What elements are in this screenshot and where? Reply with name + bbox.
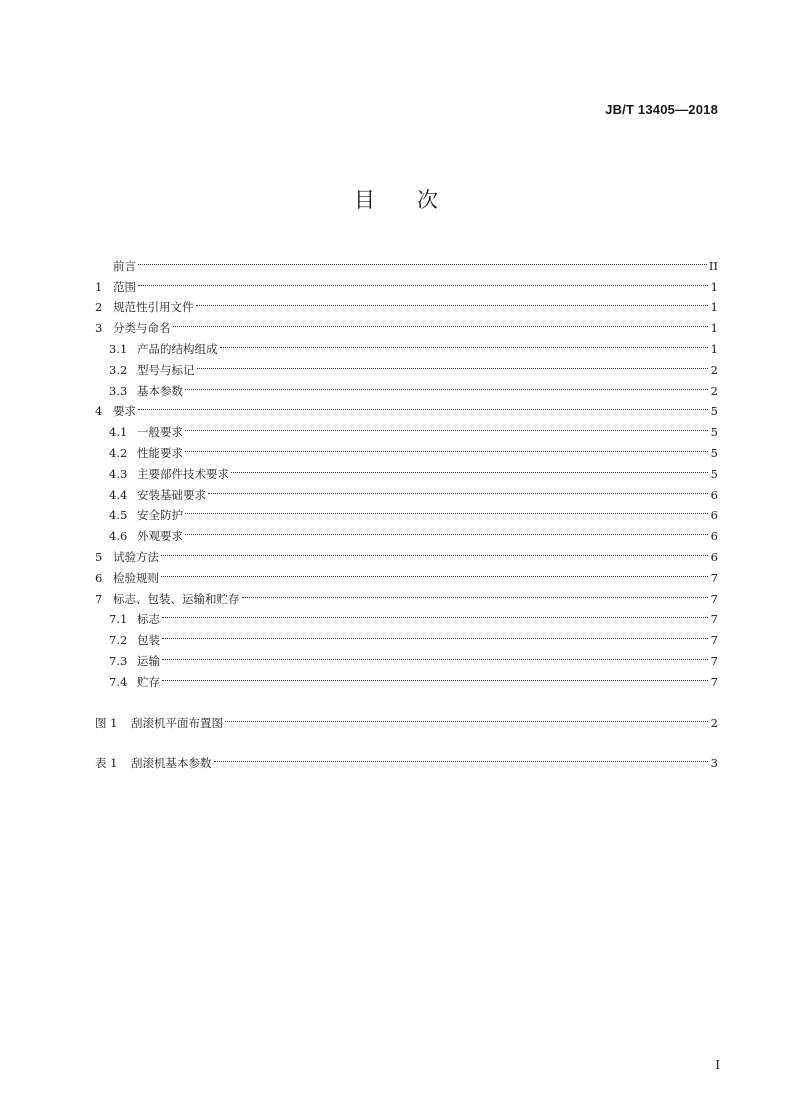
toc-entry-page: 2 bbox=[710, 362, 718, 377]
toc-entry-number: 4.4 bbox=[109, 487, 128, 502]
toc-entry-label: 分类与命名 bbox=[113, 321, 171, 336]
toc-entry-page: 7 bbox=[710, 633, 718, 648]
toc-entry[interactable] bbox=[95, 603, 718, 627]
toc-entry-label: 主要部件技术要求 bbox=[137, 466, 229, 481]
toc-entry[interactable] bbox=[95, 415, 718, 440]
toc-dot-leader bbox=[196, 291, 709, 312]
toc-entry[interactable] bbox=[95, 311, 718, 336]
page-title: 目次 bbox=[354, 188, 480, 212]
toc-entry-number: 3.3 bbox=[109, 383, 128, 398]
toc-entry-label: 试验方法 bbox=[113, 549, 159, 564]
toc-entry[interactable] bbox=[95, 270, 718, 294]
toc-dot-leader bbox=[161, 561, 708, 582]
toc-entry-label: 性能要求 bbox=[137, 445, 183, 460]
toc-entry-number: 6 bbox=[95, 570, 103, 585]
toc-entry-page: 1 bbox=[710, 300, 718, 315]
toc-entry-page: 1 bbox=[710, 321, 718, 336]
toc-dot-leader bbox=[225, 706, 708, 727]
toc-entry-page: 7 bbox=[710, 570, 718, 585]
toc-dot-leader bbox=[185, 374, 708, 395]
toc-entry[interactable] bbox=[95, 582, 718, 606]
toc-entry-label: 标志、包装、运输和贮存 bbox=[113, 591, 240, 606]
toc-dot-leader bbox=[185, 499, 708, 520]
toc-entry-label: 要求 bbox=[113, 404, 136, 419]
toc-entry-number: 4.3 bbox=[109, 466, 128, 481]
toc-entry-label: 安全防护 bbox=[137, 508, 183, 523]
toc-dot-leader bbox=[162, 644, 708, 665]
toc-dot-leader bbox=[220, 332, 709, 353]
toc-dot-leader bbox=[185, 415, 708, 436]
toc-entry[interactable] bbox=[95, 747, 718, 771]
toc-entry-label: 外观要求 bbox=[137, 529, 183, 544]
toc-dot-leader bbox=[161, 540, 708, 561]
toc-dot-leader bbox=[162, 623, 708, 644]
toc-entry-page: 5 bbox=[710, 425, 718, 440]
toc-entry-number: 1 bbox=[95, 279, 103, 294]
toc-dot-leader bbox=[138, 395, 708, 416]
toc-entry-page: 7 bbox=[710, 674, 718, 689]
toc-dot-leader bbox=[138, 270, 708, 291]
toc-dot-leader bbox=[162, 665, 708, 686]
toc-entry-number: 表 1 bbox=[95, 756, 118, 771]
toc-entry-page: 5 bbox=[710, 466, 718, 481]
toc-entry[interactable] bbox=[95, 457, 718, 481]
toc-entry-page: II bbox=[708, 258, 718, 273]
toc-entry-page: 5 bbox=[710, 445, 718, 460]
toc-entry-page: 7 bbox=[710, 591, 718, 606]
toc-entry-label: 包装 bbox=[137, 633, 160, 648]
toc-entry-page: 7 bbox=[710, 612, 718, 627]
toc-dot-leader bbox=[231, 457, 708, 478]
toc-dot-leader bbox=[208, 478, 708, 499]
toc-entry[interactable] bbox=[95, 623, 718, 648]
toc-entry-number: 3.2 bbox=[109, 362, 128, 377]
toc-entry-number: 7.1 bbox=[109, 612, 128, 627]
toc-entry[interactable] bbox=[95, 395, 718, 419]
toc-entry-number: 3 bbox=[95, 321, 103, 336]
toc-entry-page: 7 bbox=[710, 653, 718, 668]
toc-entry[interactable] bbox=[95, 561, 718, 585]
toc-entry-number: 图 1 bbox=[95, 715, 118, 730]
toc-entry-number: 4.2 bbox=[109, 445, 128, 460]
toc-entry-label: 刮滚机平面布置图 bbox=[131, 715, 223, 730]
toc-entry-number: 4.5 bbox=[109, 508, 128, 523]
toc-entry[interactable] bbox=[95, 706, 718, 730]
toc-dot-leader bbox=[185, 519, 708, 540]
table-of-contents bbox=[95, 249, 718, 771]
toc-entry-label: 基本参数 bbox=[137, 383, 183, 398]
toc-entry[interactable] bbox=[95, 332, 718, 356]
toc-entry-number: 3.1 bbox=[109, 341, 128, 356]
toc-entry-number: 4.6 bbox=[109, 529, 128, 544]
toc-entry-label: 一般要求 bbox=[137, 425, 183, 440]
toc-entry-label: 安装基础要求 bbox=[137, 487, 206, 502]
toc-entry[interactable] bbox=[95, 291, 718, 315]
toc-entry[interactable] bbox=[95, 374, 718, 398]
toc-entry-page: 6 bbox=[710, 508, 718, 523]
toc-entry-page: 2 bbox=[710, 383, 718, 398]
toc-entry-number: 5 bbox=[95, 549, 103, 564]
toc-entry-number: 7 bbox=[95, 591, 103, 606]
toc-dot-leader bbox=[197, 353, 709, 374]
toc-entry-label: 运输 bbox=[137, 653, 160, 668]
toc-entry-number: 4 bbox=[95, 404, 103, 419]
toc-entry-number: 2 bbox=[95, 300, 103, 315]
toc-entry-page: 6 bbox=[710, 529, 718, 544]
footer-page-number: I bbox=[715, 1058, 720, 1072]
toc-entry[interactable] bbox=[95, 540, 718, 564]
toc-entry-label: 前言 bbox=[113, 258, 136, 273]
toc-entry-number: 7.2 bbox=[109, 633, 128, 648]
toc-entry[interactable] bbox=[95, 644, 718, 668]
toc-entry-label: 刮滚机基本参数 bbox=[131, 756, 212, 771]
toc-dot-leader bbox=[185, 436, 708, 457]
toc-dot-leader bbox=[173, 311, 709, 332]
toc-entry[interactable] bbox=[95, 436, 718, 460]
toc-entry-page: 5 bbox=[710, 404, 718, 419]
toc-dot-leader bbox=[162, 603, 708, 624]
toc-dot-leader bbox=[242, 582, 709, 603]
toc-dot-leader bbox=[214, 747, 709, 768]
toc-entry-label: 贮存 bbox=[137, 674, 160, 689]
toc-entry-label: 产品的结构组成 bbox=[137, 341, 218, 356]
toc-entry-label: 标志 bbox=[137, 612, 160, 627]
toc-entry[interactable] bbox=[95, 665, 718, 689]
toc-entry-number: 7.4 bbox=[109, 674, 128, 689]
toc-entry-page: 6 bbox=[710, 487, 718, 502]
toc-entry-number: 4.1 bbox=[109, 425, 128, 440]
toc-entry[interactable] bbox=[95, 499, 718, 523]
toc-entry-label: 规范性引用文件 bbox=[113, 300, 194, 315]
toc-entry-label: 检验规则 bbox=[113, 570, 159, 585]
toc-entry-label: 型号与标记 bbox=[137, 362, 195, 377]
toc-entry-page: 6 bbox=[710, 549, 718, 564]
toc-entry[interactable] bbox=[95, 249, 718, 273]
toc-dot-leader bbox=[138, 249, 707, 270]
toc-entry-page: 2 bbox=[710, 715, 718, 730]
toc-entry-page: 3 bbox=[710, 756, 718, 771]
toc-entry-page: 1 bbox=[710, 279, 718, 294]
toc-entry-number: 7.3 bbox=[109, 653, 128, 668]
toc-entry[interactable] bbox=[95, 519, 718, 544]
toc-entry-page: 1 bbox=[710, 341, 718, 356]
standard-code: JB/T 13405—2018 bbox=[605, 102, 718, 117]
toc-entry-label: 范围 bbox=[113, 279, 136, 294]
